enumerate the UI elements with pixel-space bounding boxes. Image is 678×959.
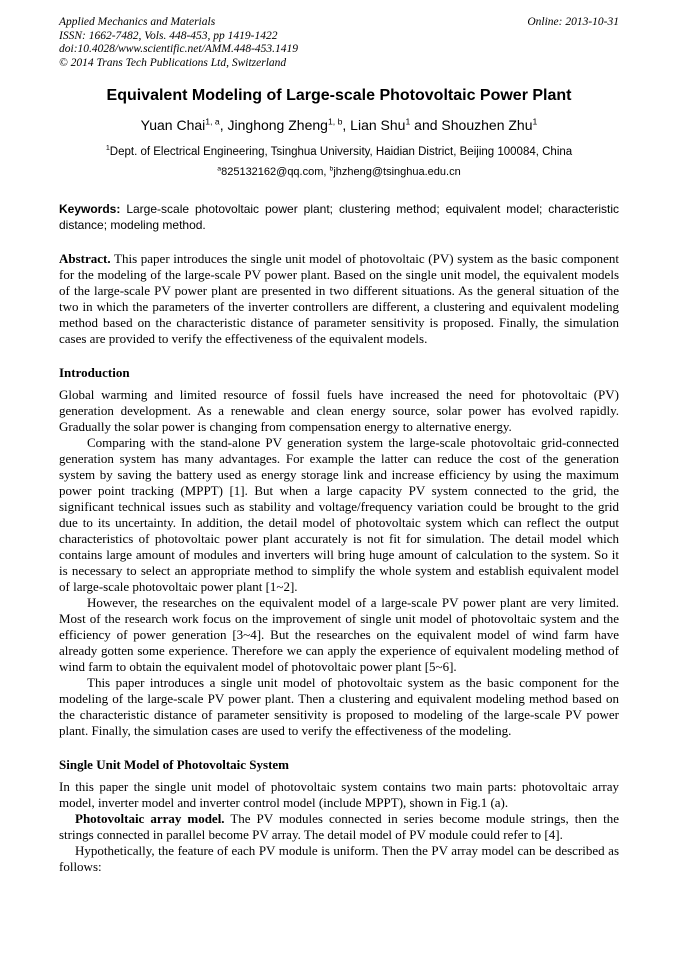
paragraph: This paper introduces a single unit model of photovoltaic system as the basic component for the modeling of the large-scale PV power plant. Then a clustering and equivalent modeling method based on the characteristic distance of parameter sensitivity is proposed to modeling of the large-scale PV power plant. Finally, the simulation cases are used to verify the effectiveness of the modeling. <box>59 675 619 738</box>
paragraph: However, the researches on the equivalent model of a large-scale PV power plant are very limited. Most of the research work focus on the improvement of single unit model of photovoltaic system and the efficiency of power generation [3~4]. But the researches on the equivalent model of wind farm have already gotten some experience. Therefore we can apply the experience of equivalent modeling method of wind farm to obtain the equivalent model of photovoltaic power plant [5~6]. <box>59 595 619 674</box>
keywords-text: Large-scale photovoltaic power plant; clustering method; equivalent model; characteristic distance; modeling method. <box>59 202 619 232</box>
paragraph-lead: Photovoltaic array model. <box>75 811 225 826</box>
issn-line: ISSN: 1662-7482, Vols. 448-453, pp 1419-1422 <box>59 29 278 42</box>
abstract-label: Abstract. <box>59 251 111 266</box>
author-name: Yuan Chai$^{1, a}$ <box>140 116 220 133</box>
paragraph: Hypothetically, the feature of each PV module is uniform. Then the PV array model can be described as follows: <box>59 843 619 874</box>
journal-info <box>59 16 298 70</box>
paragraph: Global warming and limited resource of fossil fuels have increased the need for photovoltaic (PV) generation development. As a renewable and clean energy source, solar power has evolved rapidly. Gradually the solar power is changing from compensation energy to alternative energy. <box>59 387 619 434</box>
author-superscript: 1 <box>405 116 411 127</box>
paper-title: Equivalent Modeling of Large-scale Photovoltaic Power Plant <box>106 87 572 104</box>
email-address: 825132162@qq.com, <box>221 166 330 178</box>
paragraph: Comparing with the stand-alone PV generation system the large-scale photovoltaic grid-connected generation system has many advantages. For example the latter can reduce the cost of the generation system by saving the battery used as energy storage link and increase efficiency by using the maximum power point tracking (MPPT) [1]. But when a large capacity PV system connected to the grid, the significant technical issues such as stability and voltage/frequency variation could be brought to the grid due to its uncertainty. In addition, the detail model of photovoltaic system which can reflect the output characteristics of photovoltaic power plant accurately is not fit for simulation. The detail model which contains large amount of modules and inverters will bring huge amount of calculation to the system. So it is necessary to select an appropriate method to simplify the whole system and establish equivalent model of large-scale photovoltaic power plant [1~2]. <box>59 435 619 594</box>
authors-line <box>59 117 619 134</box>
section-heading-introduction: Introduction <box>59 365 130 380</box>
author-name: , Jinghong Zheng$^{1, b}$ <box>219 116 343 133</box>
online-date: Online: 2013-10-31 <box>527 16 619 28</box>
section-heading-single-unit-model: Single Unit Model of Photovoltaic System <box>59 757 290 772</box>
email-address: jhzheng@tsinghua.edu.cn <box>333 166 461 178</box>
author-superscript: 1, a <box>205 116 220 127</box>
email-superscript: b <box>329 165 334 173</box>
doi-line: doi:10.4028/www.scientific.net/AMM.448-453.1419 <box>59 43 299 55</box>
author-superscript: 1 <box>532 116 538 127</box>
affiliation-line <box>59 145 619 159</box>
abstract-block <box>59 251 619 347</box>
author-name: and Shouzhen Zhu$^1$ <box>410 116 538 133</box>
affiliation-text: Dept. of Electrical Engineering, Tsinghua University, Haidian District, Beijing 100084, China <box>109 146 573 158</box>
keywords-block <box>59 201 619 233</box>
paragraph-text: The PV modules connected in series become module strings, then the strings connected in parallel become PV array. The detail model of PV module could refer to [4]. <box>59 811 620 842</box>
paragraph: In this paper the single unit model of photovoltaic system contains two main parts: photovoltaic array model, inverter model and inverter control model (include MPPT), shown in Fig.1 (a). <box>59 779 619 810</box>
journal-title: Applied Mechanics and Materials <box>59 16 216 28</box>
emails-line <box>59 165 619 179</box>
affiliation-superscript: 1 <box>105 144 110 153</box>
keywords-label: Keywords: <box>59 202 121 216</box>
abstract-text: This paper introduces the single unit model of photovoltaic (PV) system as the basic component for the modeling of the large-scale PV power plant. Based on the single unit model, the equivalent models of the large-scale PV power plant are presented in two different situations. As the general situation of the two in which the parameters of the inverter controllers are different, a clustering and equivalent modeling method based on the characteristic distance of parameter sensitivity is proposed. Finally, the simulation cases are provided to verify the effectiveness of the equivalent models. <box>59 251 620 346</box>
email-superscript: a <box>217 165 222 173</box>
author-name: , Lian Shu$^1$ <box>342 116 411 133</box>
journal-header <box>59 16 619 70</box>
copyright-line: © 2014 Trans Tech Publications Ltd, Switzerland <box>59 56 287 69</box>
author-superscript: 1, b <box>327 116 343 127</box>
paragraph <box>59 811 619 843</box>
